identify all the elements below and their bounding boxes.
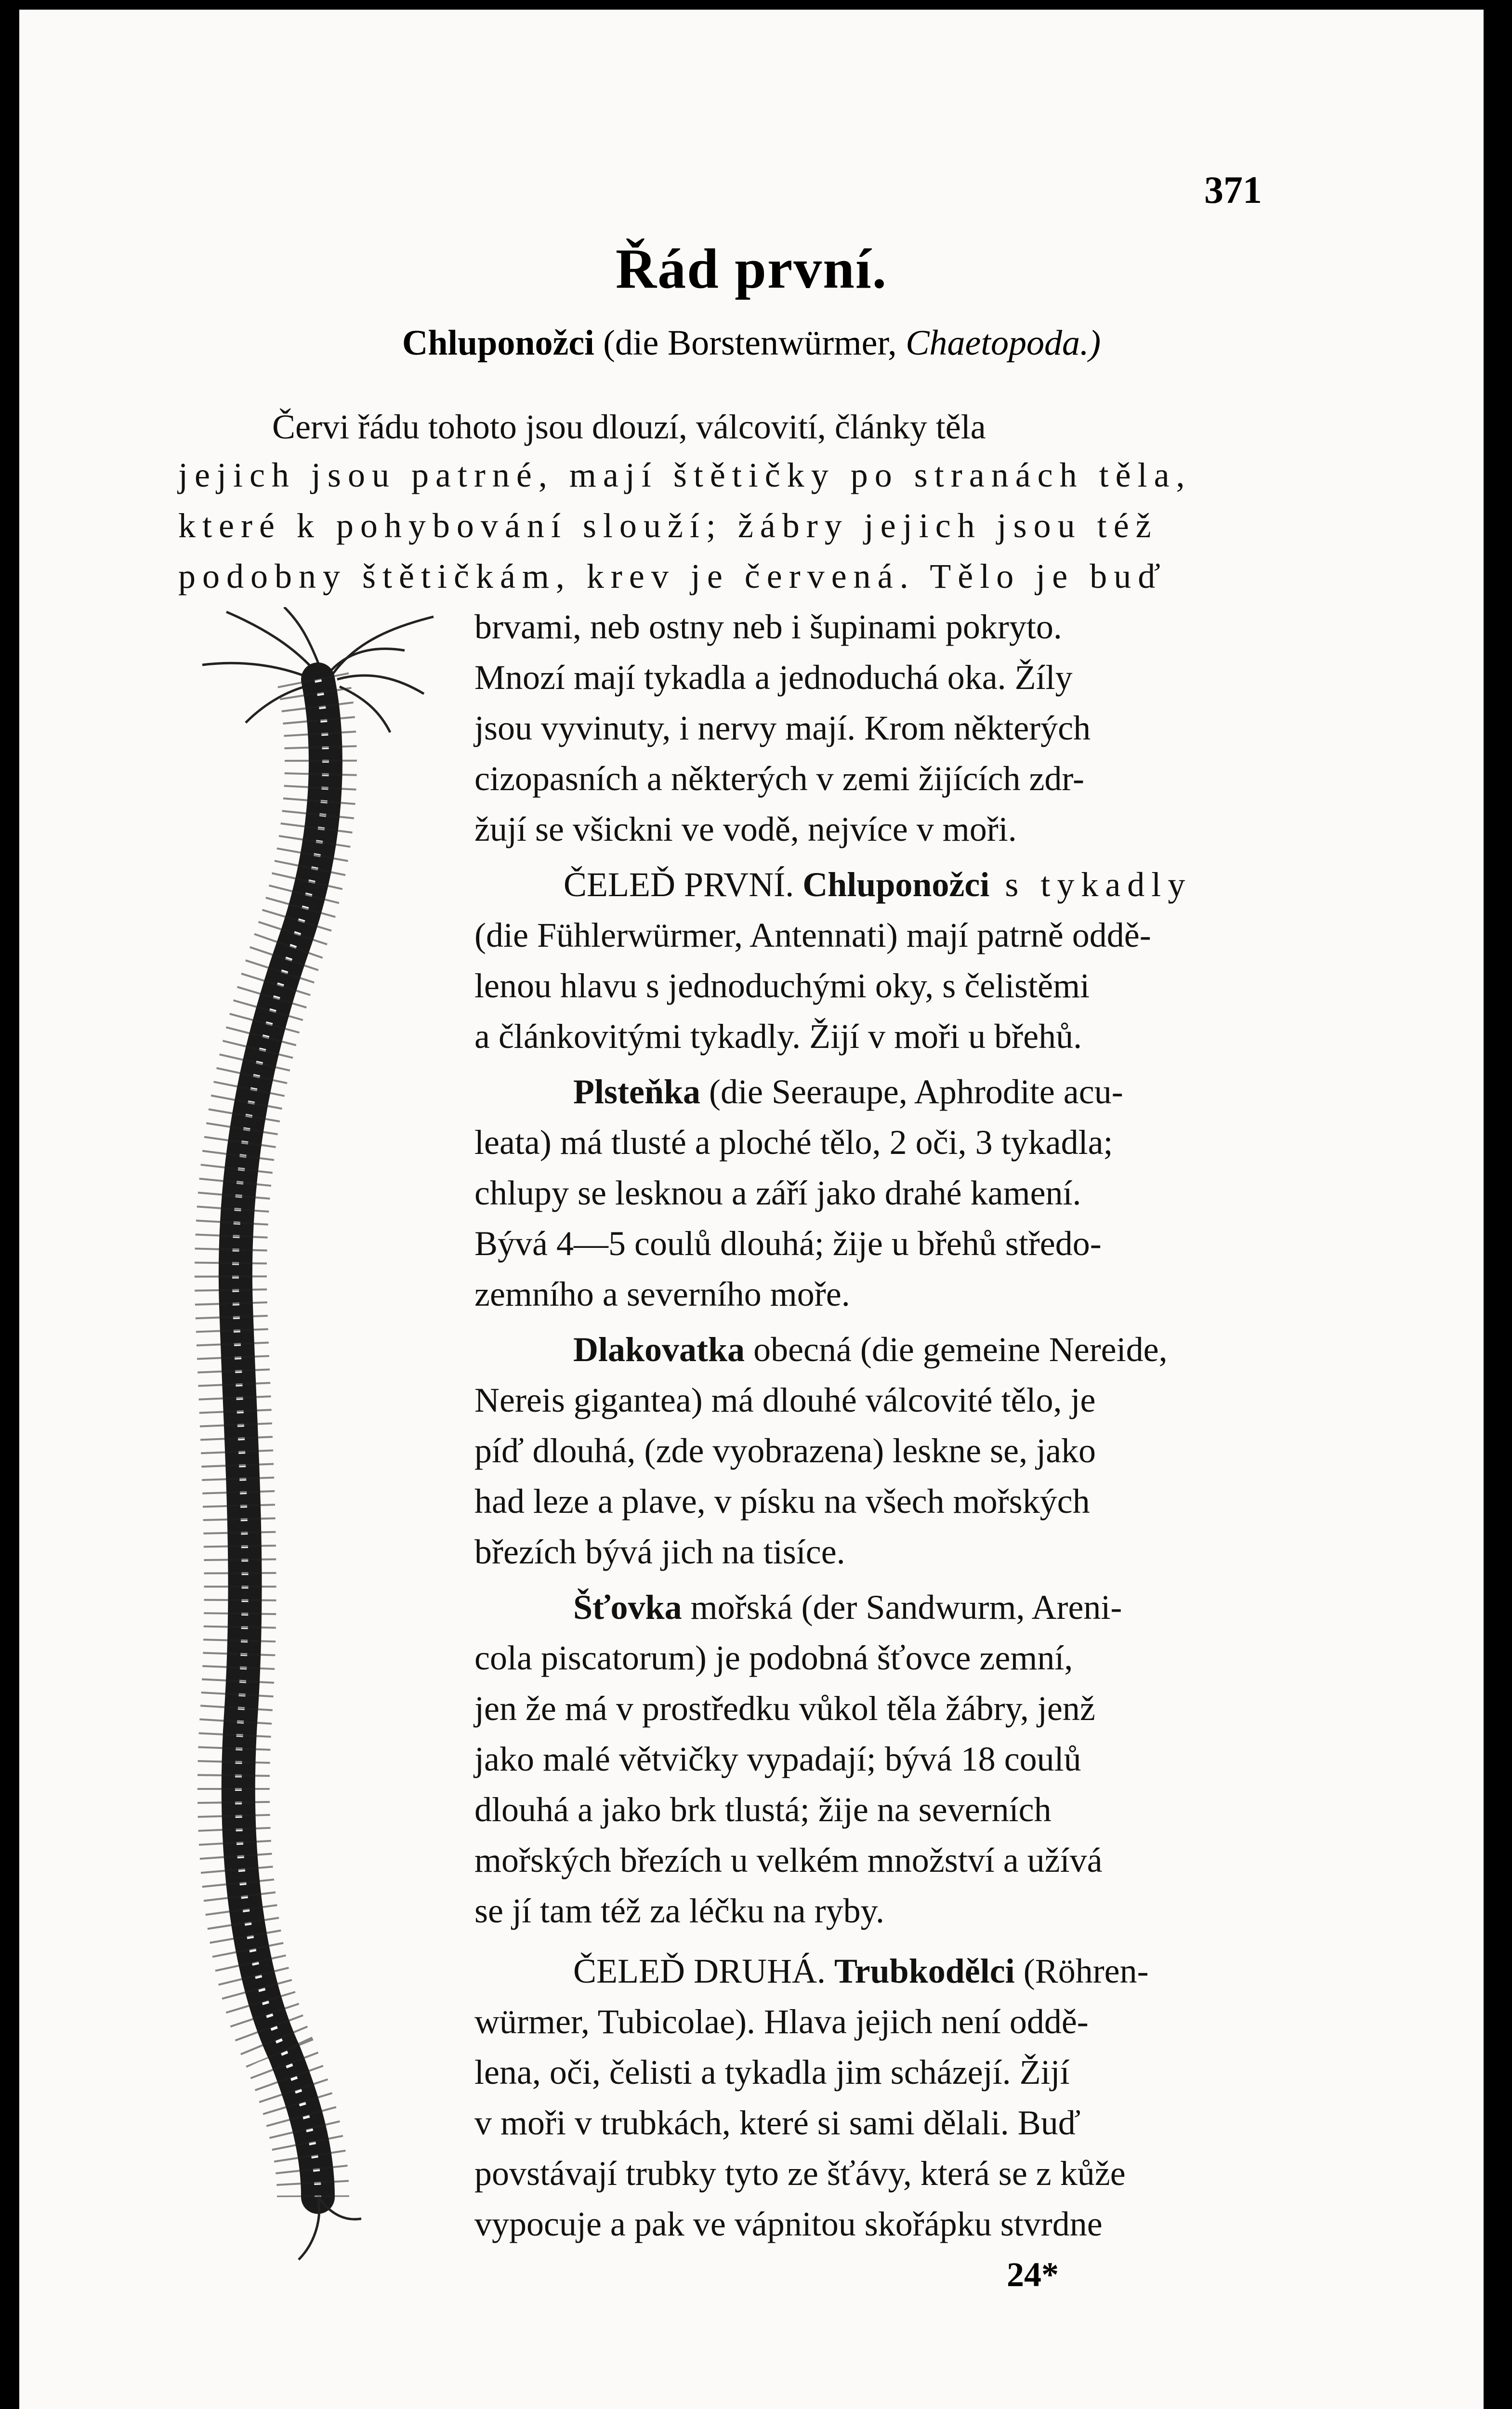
- text-line: had leze a plave, v písku na všech mořských: [474, 1482, 1090, 1521]
- text-line: se jí tam též za léčku na ryby.: [474, 1892, 884, 1930]
- text-line: a článkovitými tykadly. Žijí v moři u břehů.: [474, 1017, 1082, 1056]
- text-line: jako malé větvičky vypadají; bývá 18 coulů: [474, 1740, 1081, 1778]
- signature-mark: 24*: [1007, 2255, 1059, 2294]
- text-line: cizopasních a některých v zemi žijících zdr-: [474, 759, 1084, 798]
- order-subheading: [19, 323, 1484, 364]
- text-span: s tykadly: [989, 865, 1192, 904]
- text-line: lena, oči, čelisti a tykadla jim scházejí. Žijí: [474, 2053, 1070, 2091]
- text-line: jen že má v prostředku vůkol těla žábry, jenž: [474, 1689, 1095, 1728]
- text-line: dlouhá a jako brk tlustá; žije na severních: [474, 1790, 1052, 1829]
- nereis-worm-illustration: [173, 607, 443, 2264]
- text-line: Nereis gigantea) má dlouhé válcovité tělo, je: [474, 1381, 1096, 1419]
- entry-dlakovatka: [573, 1332, 1288, 1367]
- text-line: lenou hlavu s jednoduchými oky, s čelistěmi: [474, 966, 1090, 1005]
- family-name: Trubkodělci: [834, 1952, 1015, 1990]
- subheading-latin: Chaetopoda.): [906, 323, 1101, 363]
- text-line: chlupy se lesknou a září jako drahé kamení.: [474, 1174, 1081, 1212]
- subheading-german: (die Borstenwürmer,: [594, 323, 906, 363]
- text-line: vypocuje a pak ve vápnitou skořápku stvrdne: [474, 2205, 1103, 2243]
- order-heading: Řád první.: [615, 237, 888, 300]
- text-span: obecná (die gemeine Nereide,: [745, 1330, 1168, 1369]
- text-span: (Röhren-: [1014, 1952, 1149, 1990]
- family-two-line: [573, 1954, 1288, 1988]
- family-label: ČELEĎ DRUHÁ.: [573, 1952, 834, 1990]
- text-line: Bývá 4—5 coulů dlouhá; žije u břehů středo-: [474, 1224, 1102, 1263]
- family-one-line: [564, 867, 1288, 902]
- entry-plstenka: [573, 1074, 1288, 1109]
- text-line: které k pohybování slouží; žábry jejich jsou též: [178, 506, 1158, 545]
- text-line: v moři v trubkách, které si sami dělali. Buď: [474, 2104, 1081, 2142]
- text-line: žují se všickni ve vodě, nejvíce v moři.: [474, 810, 1017, 848]
- family-label: ČELEĎ PRVNÍ.: [564, 865, 803, 904]
- text-line: březích bývá jich na tisíce.: [474, 1533, 845, 1571]
- entry-name: Plsteňka: [573, 1072, 701, 1111]
- text-line: píď dlouhá, (zde vyobrazena) leskne se, jako: [474, 1431, 1096, 1470]
- text-span: mořská (der Sandwurm, Areni-: [682, 1588, 1122, 1627]
- family-name: Chluponožci: [802, 865, 990, 904]
- text-line: cola piscatorum) je podobná šťovce zemní,: [474, 1639, 1073, 1677]
- entry-name: Šťovka: [573, 1588, 682, 1627]
- book-page: [19, 10, 1484, 2409]
- page-number: 371: [1204, 169, 1262, 212]
- text-line: Mnozí mají tykadla a jednoduchá oka. Žíly: [474, 658, 1073, 697]
- text-line: podobny štětičkám, krev je červená. Tělo je buď: [178, 557, 1167, 596]
- text-line: jejich jsou patrné, mají štětičky po stranách těla,: [178, 456, 1192, 494]
- text-line: brvami, neb ostny neb i šupinami pokryto.: [474, 608, 1062, 646]
- text-line: mořských březích u velkém množství a užívá: [474, 1841, 1103, 1880]
- text-line: povstávají trubky tyto ze šťávy, která se z kůže: [474, 2154, 1126, 2193]
- entry-stovka: [573, 1590, 1288, 1625]
- text-line: würmer, Tubicolae). Hlava jejich není oddě-: [474, 2002, 1089, 2041]
- text-line: zemního a severního moře.: [474, 1275, 850, 1313]
- text-line: jsou vyvinuty, i nervy mají. Krom některých: [474, 709, 1091, 747]
- text-line: Červi řádu tohoto jsou dlouzí, válcovití, články těla: [272, 408, 986, 446]
- text-span: (die Seeraupe, Aphrodite acu-: [700, 1072, 1123, 1111]
- text-line: leata) má tlusté a ploché tělo, 2 oči, 3 tykadla;: [474, 1123, 1113, 1162]
- text-line: (die Fühlerwürmer, Antennati) mají patrně oddě-: [474, 916, 1151, 954]
- entry-name: Dlakovatka: [573, 1330, 745, 1369]
- subheading-bold: Chluponožci: [402, 323, 594, 363]
